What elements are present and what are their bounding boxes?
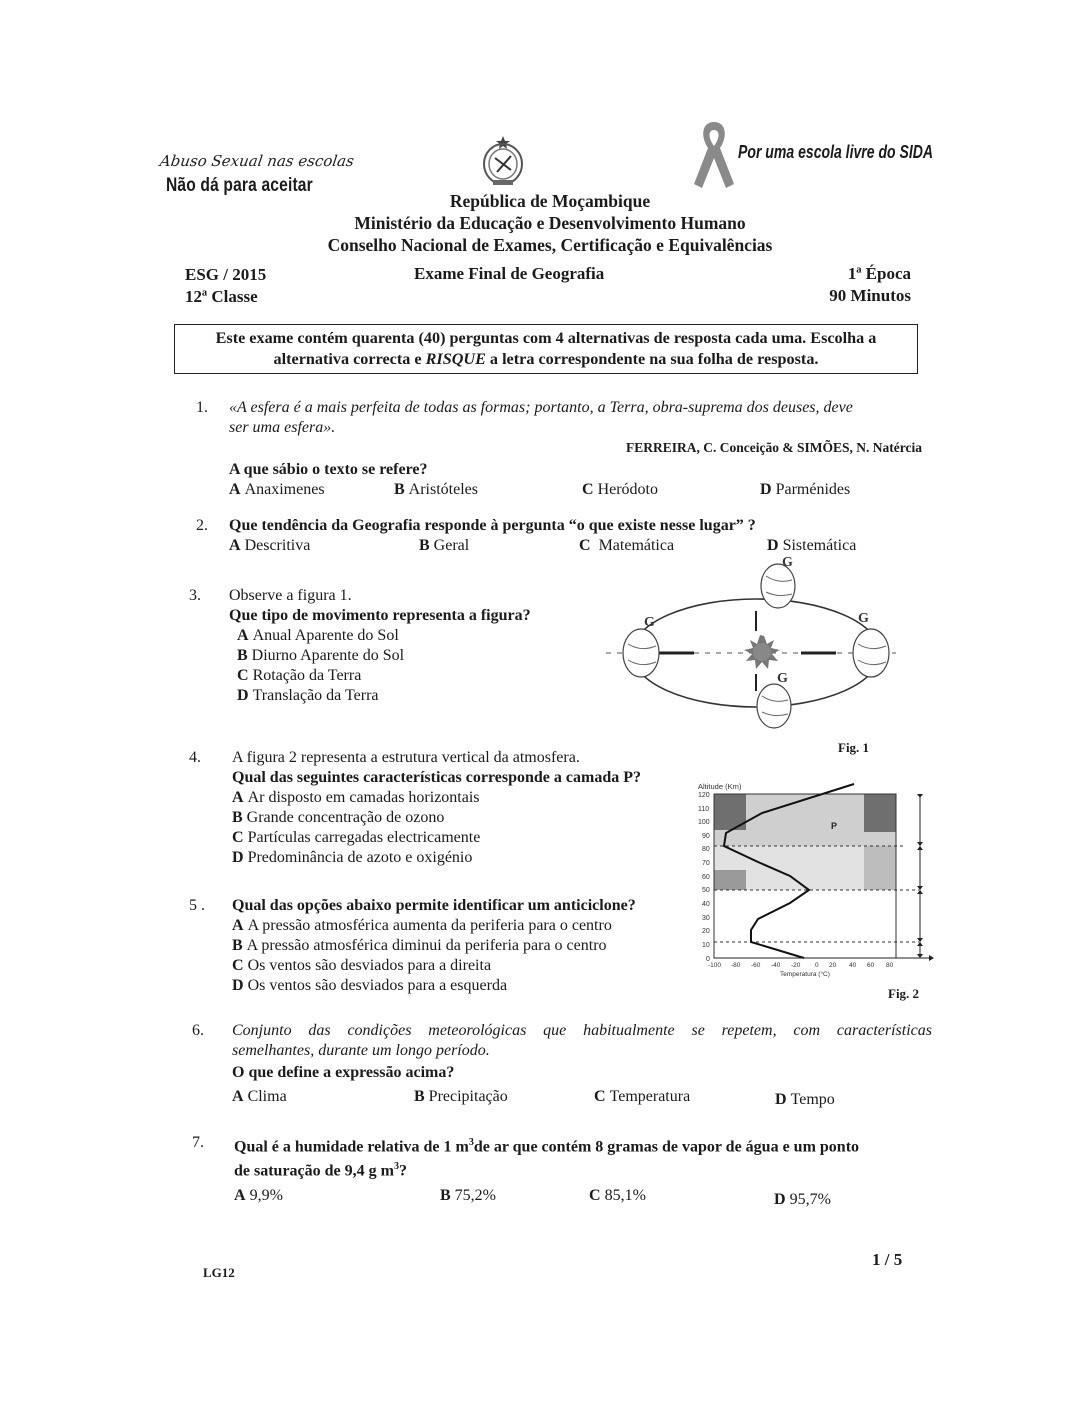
option-text: Diurno Aparente do Sol	[251, 647, 405, 664]
prompt-text: de ar que contém 8 gramas de vapor de água e um ponto	[473, 1138, 860, 1156]
question-4	[189, 748, 689, 868]
svg-text:110: 110	[698, 806, 710, 813]
question-number: 2.	[196, 517, 208, 534]
option-text: Heródoto	[597, 481, 658, 498]
figure-2-caption: Fig. 2	[888, 986, 920, 1001]
option-letter: A	[229, 481, 241, 498]
instructions-box	[174, 324, 918, 374]
question-prompt-cont	[234, 1157, 932, 1181]
option-b[interactable]	[237, 646, 579, 666]
option-text: Tempo	[790, 1091, 835, 1108]
question-quote: semelhantes, durante um longo período.	[232, 1042, 490, 1059]
exam-code: LG12	[203, 1265, 235, 1280]
awareness-ribbon-icon	[688, 118, 740, 190]
earth-orbit-icon	[596, 556, 906, 736]
question-prompt: Qual das seguintes características corresponde a camada P?	[232, 769, 641, 786]
question-3	[189, 586, 579, 706]
option-d[interactable]	[760, 480, 850, 500]
option-letter: B	[394, 481, 405, 498]
question-intro: A figura 2 representa a estrutura vertical da atmosfera.	[232, 749, 580, 766]
option-letter: D	[767, 537, 779, 554]
options-row	[232, 1087, 932, 1107]
option-text: Ar disposto em camadas horizontais	[247, 789, 480, 806]
svg-text:40: 40	[849, 962, 857, 969]
option-letter: B	[419, 537, 430, 554]
option-text: Sistemática	[782, 537, 857, 554]
svg-text:-20: -20	[791, 962, 801, 969]
option-text: Rotação da Terra	[252, 667, 362, 684]
svg-text:20: 20	[702, 928, 710, 935]
option-letter: A	[232, 789, 244, 806]
question-prompt: O que define a expressão acima?	[232, 1064, 455, 1081]
option-a[interactable]	[232, 916, 689, 936]
option-letter: C	[579, 537, 591, 554]
option-letter: C	[232, 957, 244, 974]
option-text: 85,1%	[604, 1186, 646, 1204]
question-1	[196, 398, 926, 500]
option-text: Matemática	[598, 537, 675, 554]
figure-1-orbit-diagram	[596, 556, 906, 736]
superscript: 3	[468, 1137, 474, 1148]
option-c[interactable]	[232, 956, 689, 976]
option-letter: D	[232, 977, 244, 994]
svg-text:-40: -40	[771, 962, 781, 969]
slogan-bold: Não dá para aceitar	[166, 175, 313, 196]
exam-level: ESG / 2015	[185, 265, 267, 284]
option-text: 95,7%	[789, 1190, 831, 1208]
option-letter: C	[589, 1186, 601, 1204]
x-axis-title: Temperatura (°C)	[780, 971, 830, 978]
question-prompt: Que tendência da Geografia responde à pergunta “o que existe nesse lugar” ?	[229, 517, 756, 534]
instructions-line-1: Este exame contém quarenta (40) perguntas com 4 alternativas de resposta cada uma. Escolha a	[215, 329, 877, 347]
question-prompt: A que sábio o texto se refere?	[229, 461, 428, 478]
prompt-text: de saturação de 9,4 g m	[234, 1162, 394, 1180]
option-c[interactable]	[232, 828, 689, 848]
svg-text:30: 30	[702, 915, 710, 922]
superscript: 3	[393, 1161, 399, 1173]
question-quote: Conjunto das condições meteorológicas que habitualmente se repetem, com características	[232, 1022, 932, 1039]
mozambique-coat-of-arms-icon	[479, 134, 527, 188]
question-intro: Observe a figura 1.	[229, 587, 352, 604]
question-number: 6.	[192, 1022, 204, 1039]
options-row	[229, 480, 926, 500]
country-name: República de Moçambique	[449, 191, 651, 211]
instructions-text: a letra correspondente na sua folha de resposta.	[485, 350, 819, 368]
option-c[interactable]	[579, 536, 674, 556]
exam-grade: 12ª Classe	[185, 287, 258, 306]
option-letter: C	[237, 667, 249, 684]
option-text: A pressão atmosférica diminui da periferia para o centro	[246, 937, 607, 954]
option-c[interactable]	[582, 480, 658, 500]
svg-text:80: 80	[886, 962, 894, 969]
option-letter: D	[237, 687, 249, 704]
svg-text:100: 100	[698, 819, 710, 826]
option-a[interactable]	[229, 480, 325, 500]
svg-text:40: 40	[702, 901, 710, 908]
question-number: 5 .	[189, 897, 205, 914]
exam-level-info	[185, 264, 266, 308]
svg-text:-80: -80	[731, 962, 741, 969]
figure-2-atmosphere-chart	[694, 780, 934, 980]
option-text: Anaximenes	[244, 481, 325, 498]
options-list	[232, 916, 689, 996]
option-c[interactable]	[589, 1186, 646, 1206]
option-text: Aristóteles	[408, 481, 478, 498]
slogan-script: Abuso Sexual nas escolas	[158, 152, 356, 170]
option-text: Temperatura	[609, 1088, 691, 1105]
svg-text:-100: -100	[708, 962, 722, 969]
question-prompt	[234, 1133, 932, 1157]
prompt-text: Qual é a humidade relativa de 1 m	[234, 1138, 469, 1156]
svg-text:G: G	[777, 671, 788, 686]
option-letter: D	[232, 849, 244, 866]
option-text: Descritiva	[244, 537, 311, 554]
option-a[interactable]	[234, 1186, 283, 1206]
options-list	[237, 626, 579, 706]
prompt-text: ?	[398, 1162, 407, 1180]
option-letter: A	[229, 537, 241, 554]
y-axis-title: Altitude (Km)	[698, 782, 742, 791]
question-number: 7.	[192, 1134, 204, 1151]
options-row	[229, 536, 926, 556]
option-c[interactable]	[594, 1087, 690, 1107]
svg-text:60: 60	[702, 874, 710, 881]
svg-text:60: 60	[867, 962, 875, 969]
option-c[interactable]	[237, 666, 579, 686]
question-6	[192, 1021, 932, 1107]
option-d[interactable]	[767, 536, 856, 556]
option-letter: A	[232, 917, 244, 934]
option-d[interactable]	[232, 976, 689, 996]
option-letter: B	[440, 1186, 451, 1204]
option-d[interactable]	[774, 1190, 831, 1210]
option-d[interactable]	[237, 686, 579, 706]
option-text: Partículas carregadas electricamente	[247, 829, 481, 846]
svg-text:80: 80	[702, 846, 710, 853]
option-d[interactable]	[775, 1090, 835, 1110]
option-a[interactable]	[232, 1087, 287, 1107]
option-b[interactable]	[440, 1186, 496, 1206]
svg-text:-60: -60	[751, 962, 761, 969]
question-5	[189, 896, 689, 996]
option-text: A pressão atmosférica aumenta da periferia para o centro	[247, 917, 612, 934]
option-letter: D	[760, 481, 772, 498]
option-letter: B	[232, 937, 243, 954]
question-prompt: Que tipo de movimento representa a figura?	[229, 607, 531, 624]
exam-title: Exame Final de Geografia	[414, 264, 605, 283]
option-text: Grande concentração de ozono	[246, 809, 445, 826]
svg-text:70: 70	[702, 860, 710, 867]
option-text: Parménides	[775, 481, 851, 498]
option-text: 75,2%	[454, 1186, 496, 1204]
exam-season-info	[829, 263, 911, 307]
ribbon-slogan: Por uma escola livre do SIDA	[738, 142, 934, 162]
option-letter: A	[232, 1088, 244, 1105]
exam-duration: 90 Minutos	[829, 286, 911, 305]
option-letter: B	[414, 1088, 425, 1105]
option-letter: B	[237, 647, 248, 664]
figure-1-caption: Fig. 1	[838, 740, 870, 755]
page-number: 1 / 5	[872, 1250, 903, 1269]
svg-text:0: 0	[706, 956, 710, 963]
option-text: Precipitação	[428, 1088, 508, 1105]
svg-text:0: 0	[815, 962, 819, 969]
institution-header	[240, 190, 860, 256]
option-text: Anual Aparente do Sol	[252, 627, 399, 644]
option-letter: A	[237, 627, 249, 644]
question-7	[192, 1133, 932, 1206]
option-b[interactable]	[414, 1087, 508, 1107]
option-a[interactable]	[229, 536, 310, 556]
svg-text:10: 10	[702, 942, 710, 949]
instructions-line-2	[175, 349, 917, 370]
quote-source: FERREIRA, C. Conceição & SIMÕES, N. Natércia	[626, 440, 922, 455]
layer-p-label: P	[831, 821, 838, 831]
exam-season: 1ª Época	[847, 264, 911, 283]
option-text: Predominância de azoto e oxigénio	[247, 849, 473, 866]
svg-text:90: 90	[702, 833, 710, 840]
instructions-emphasis: RISQUE	[425, 350, 486, 368]
ministry-name: Ministério da Educação e Desenvolvimento Humano	[354, 213, 746, 233]
option-text: Clima	[247, 1088, 287, 1105]
option-b[interactable]	[232, 936, 689, 956]
option-text: Os ventos são desviados para a direita	[247, 957, 492, 974]
option-d[interactable]	[232, 848, 689, 868]
option-b[interactable]	[419, 536, 469, 556]
question-number: 4.	[189, 749, 201, 766]
svg-text:20: 20	[829, 962, 837, 969]
instructions-text: alternativa correcta e	[273, 350, 426, 368]
svg-text:50: 50	[702, 887, 710, 894]
option-letter: C	[594, 1088, 606, 1105]
svg-text:G: G	[782, 556, 793, 570]
option-a[interactable]	[232, 788, 689, 808]
option-letter: D	[775, 1091, 787, 1108]
svg-text:G: G	[644, 615, 655, 630]
options-list	[232, 788, 689, 868]
question-quote: ser uma esfera».	[229, 419, 336, 436]
council-name: Conselho Nacional de Exames, Certificação e Equivalências	[327, 235, 773, 255]
option-letter: C	[232, 829, 244, 846]
option-letter: A	[234, 1186, 246, 1204]
option-text: Geral	[433, 537, 470, 554]
options-row	[234, 1186, 932, 1206]
question-number: 1.	[196, 399, 208, 416]
option-text: Translação da Terra	[252, 687, 379, 704]
question-2	[196, 516, 926, 556]
question-prompt: Qual das opções abaixo permite identificar um anticiclone?	[232, 897, 636, 914]
option-b[interactable]	[232, 808, 689, 828]
option-text: Os ventos são desviados para a esquerda	[247, 977, 508, 994]
option-b[interactable]	[394, 480, 478, 500]
option-letter: D	[774, 1190, 786, 1208]
svg-text:G: G	[858, 611, 869, 626]
question-number: 3.	[189, 587, 201, 604]
option-letter: B	[232, 809, 243, 826]
option-text: 9,9%	[249, 1186, 283, 1204]
option-a[interactable]	[237, 626, 579, 646]
svg-text:120: 120	[698, 792, 710, 799]
option-letter: C	[582, 481, 594, 498]
question-quote: «A esfera é a mais perfeita de todas as formas; portanto, a Terra, obra-suprema dos deuses, deve	[229, 399, 853, 416]
